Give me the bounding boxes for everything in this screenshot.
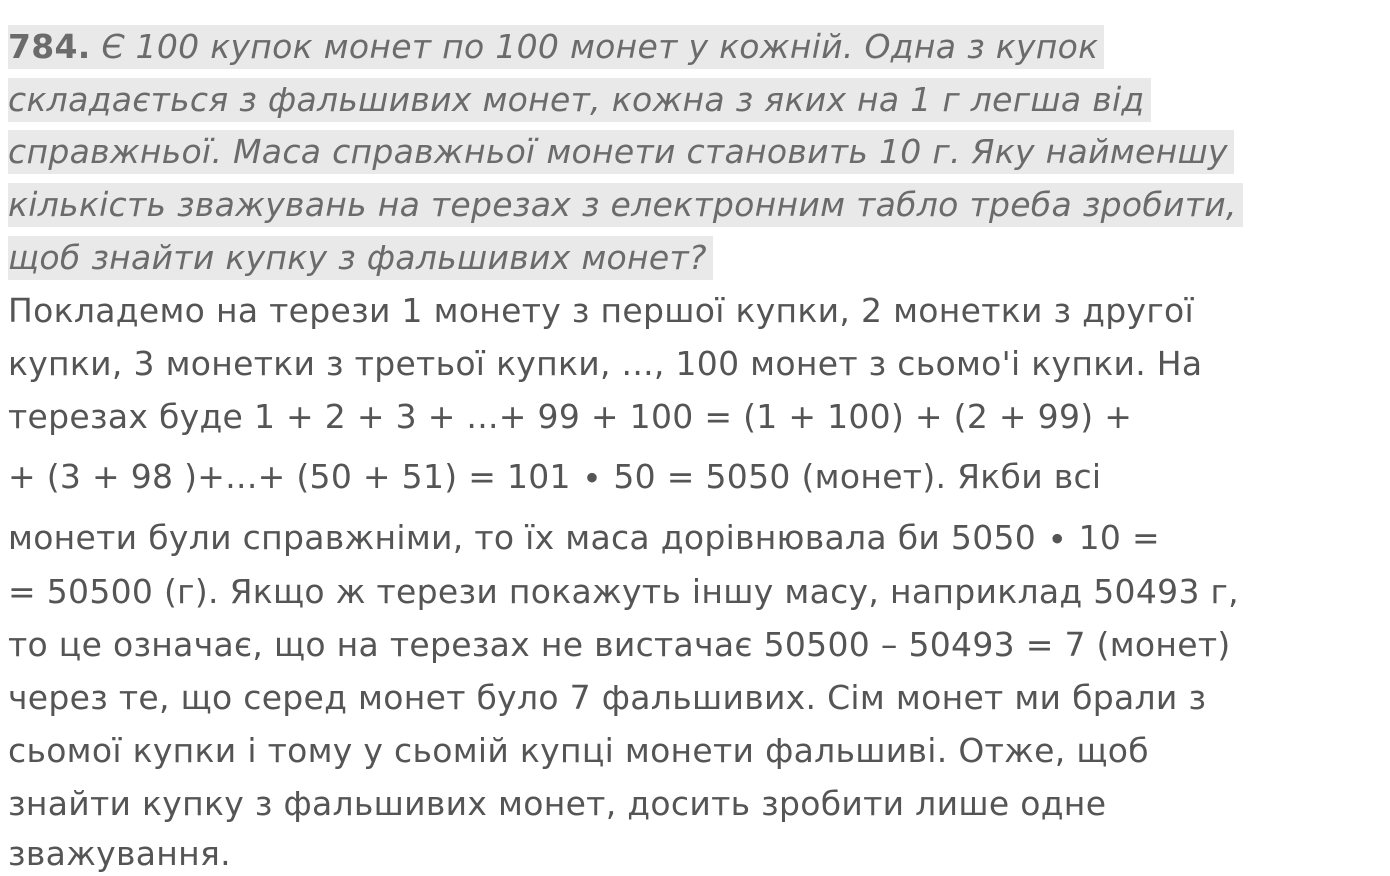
problem-line-4: кількість зважувань на терезах з електронним табло треба зробити,: [8, 183, 1243, 227]
solution-line-8: через те, що серед монет було 7 фальшивих. Сім монет ми брали з: [8, 678, 1207, 717]
solution-line-3: терезах буде 1 + 2 + 3 + ...+ 99 + 100 = (1 + 100) + (2 + 99) +: [8, 397, 1133, 436]
problem-line-1: [8, 25, 1104, 69]
problem-line-2: складається з фальшивих монет, кожна з яких на 1 г легша від: [8, 78, 1151, 122]
solution-line-1: Покладемо на терези 1 монету з першої купки, 2 монетки з другої: [8, 291, 1194, 330]
solution-line-9: сьомої купки і тому у сьомій купці монети фальшиві. Отже, щоб: [8, 731, 1149, 770]
problem-line-3: справжньої. Маса справжньої монети становить 10 г. Яку найменшу: [8, 130, 1234, 174]
solution-line-10: знайти купку з фальшивих монет, досить зробити лише одне: [8, 784, 1107, 823]
solution-line-5: монети були справжніми, то їх маса дорівнювала би 5050 ∙ 10 =: [8, 518, 1160, 557]
solution-line-11: зважування.: [8, 834, 231, 873]
solution-line-2: купки, 3 монетки з третьої купки, ..., 100 монет з сьомо'і купки. На: [8, 344, 1203, 383]
problem-line-5: щоб знайти купку з фальшивих монет?: [8, 236, 713, 280]
problem-number: 784.: [8, 27, 91, 66]
solution-line-4: + (3 + 98 )+...+ (50 + 51) = 101 ∙ 50 = 5050 (монет). Якби всі: [8, 457, 1102, 496]
solution-line-7: то це означає, що на терезах не вистачає 50500 – 50493 = 7 (монет): [8, 625, 1231, 664]
solution-line-6: = 50500 (г). Якщо ж терези покажуть іншу масу, наприклад 50493 г,: [8, 572, 1239, 611]
problem-text-1: Є 100 купок монет по 100 монет у кожній. Одна з купок: [90, 27, 1099, 66]
